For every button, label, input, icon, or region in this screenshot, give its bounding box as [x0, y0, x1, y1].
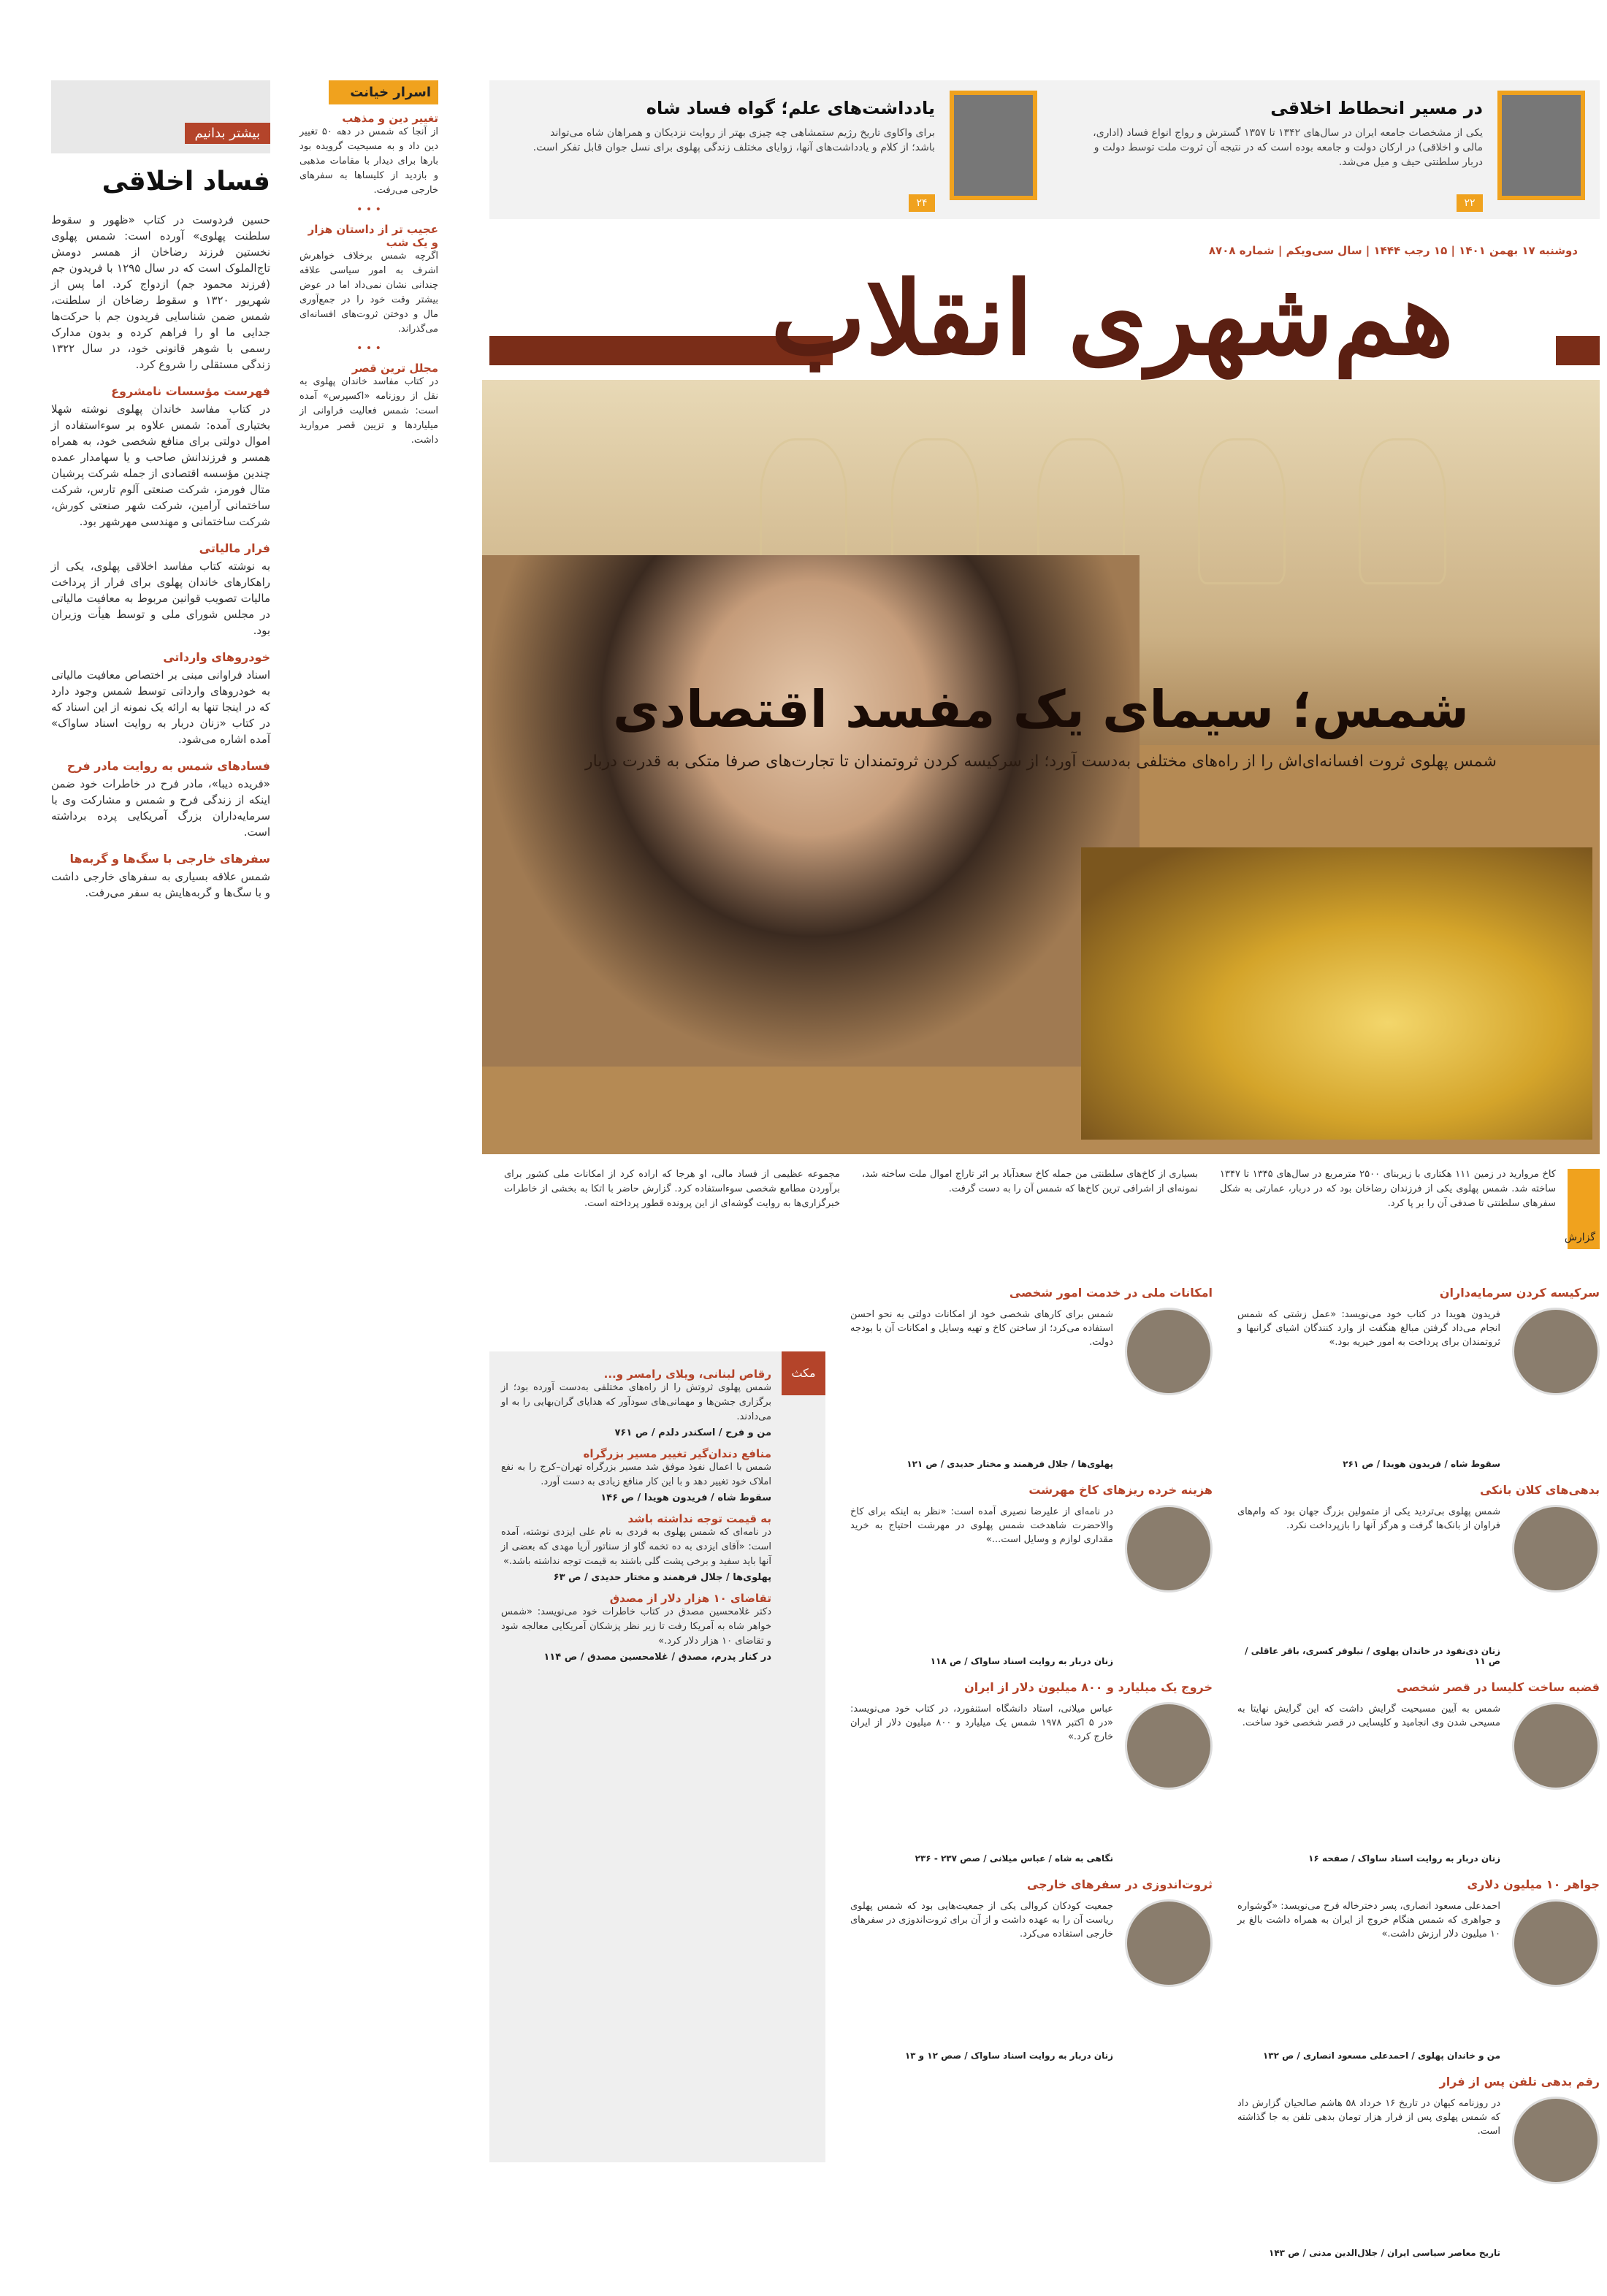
divider-dots-icon: • • • [356, 204, 381, 216]
items-grid [847, 1286, 1600, 2265]
chandelier-icon [1359, 438, 1446, 584]
left-sec-text: شمس علاقه بسیاری به سفرهای خارجی داشت و با سگ‌ها و گربه‌هایش به سفر می‌رفت. [51, 870, 270, 899]
grid-item [1234, 1877, 1600, 2071]
pause-source: من و فرح / اسکندر دلدم / ص ۷۶۱ [614, 1427, 771, 1438]
left-sec-text: اسناد فراوانی مبنی بر اختصاص معافیت مالیاتی به خودروهای وارداتی توسط شمس وجود دارد که در اینجا تنها به ارائه یک نمونه از این اسناد که در کتاب «زنان دربار به روایت اسناد ساواک» آمده اشاره می‌شود. [51, 668, 270, 746]
grid-item-heading: جواهر ۱۰ میلیون دلاری [1467, 1877, 1600, 1891]
secrets-heading: عجیب تر از داستان هزار و یک شب [308, 223, 438, 249]
report-paragraph: مجموعه عظیمی از فساد مالی، او هرجا که اراده کرد از امکانات ملی کشور برای برآوردن مطامع شخصی سوءاستفاده کرد. گزارش حاضر با اتکا به بخشی از خاطرات خبرگزاری‌ها به روایت گوشه‌ای از این پرونده قطور پرداخته است. [504, 1169, 840, 1209]
grid-item-source: زنان دربار به روایت اسناد ساواک / صفحه ۱۶ [1308, 1853, 1500, 1864]
grid-item-source: من و خاندان پهلوی / احمدعلی مسعود انصاری / ص ۱۳۲ [1262, 2051, 1500, 2061]
pause-box [489, 1351, 825, 2162]
grid-item-source: نگاهی به شاه / عباس میلانی / صص ۲۳۷ - ۲۳۶ [915, 1853, 1113, 1864]
grid-item-text: عباس میلانی، استاد دانشگاه استنفورد، در کتاب خود می‌نویسد: «در ۵ اکتبر ۱۹۷۸ شمس یک میلیارد و ۸۰۰ میلیون دلار از ایران خارج کرد.» [850, 1704, 1113, 1742]
teaser-text: یکی از مشخصات جامعه ایران در سال‌های ۱۳۴۲ تا ۱۳۵۷ گسترش و رواج انواع فساد (اداری، مالی و اخلاقی) در ارکان دولت و جامعه بوده است که در نتیجه آن ثروت ملت توسط دولت و دربار سلطنتی حیف و میل می‌شد. [1093, 127, 1483, 168]
secrets-text: در کتاب مفاسد خاندان پهلوی به نقل از روزنامه «اکسپرس» آمده است: شمس فعالیت فراوانی از میلیاردها و تزیین قصر مروارید داشت. [299, 376, 438, 446]
masthead [489, 234, 1600, 380]
grid-item-photo [1125, 1899, 1213, 1987]
grid-item-source: زنان دربار به روایت اسناد ساواک / صص ۱۲ و ۱۳ [904, 2051, 1113, 2061]
grid-item-photo [1125, 1308, 1213, 1395]
left-sec-text: به نوشته کتاب مفاسد اخلاقی پهلوی، یکی از راهکارهای خاندان پهلوی برای فرار از پرداخت مالیات تصویب قوانین مربوط به معافیت مالیاتی در مجلس شورای ملی و توسط هیأت وزیران بود. [51, 560, 270, 637]
secrets-text: اگرچه شمس برخلاف خواهرش اشرف به امور سیاسی علاقه چندانی نشان نمی‌داد اما در عوض بیشتر وقت خود را در جمع‌آوری مال و دوختن ثروت‌های افسانه‌ای می‌گذراند. [299, 251, 438, 335]
grid-item-source: پهلوی‌ها / جلال فرهمند و مختار حدیدی / ص ۱۲۱ [906, 1459, 1113, 1469]
left-column [51, 80, 270, 2265]
grid-item-text: در نامه‌ای از علیرضا نصیری آمده است: «نظر به اینکه برای کاخ والاحضرت شاهدخت شمس پهلوی در مهرشت احتیاج به خرید مقداری لوازم و وسایل است...» [850, 1506, 1113, 1545]
main-subhead: شمس پهلوی ثروت افسانه‌ای‌اش را از راه‌های مختلفی به‌دست آورد؛ از سرکیسه کردن ثروتمندان تا تجارت‌های صرفا متکی به قدرت دربار [585, 752, 1497, 771]
grid-item [847, 1483, 1213, 1677]
grid-item-heading: خروج یک میلیارد و ۸۰۰ میلیون دلار از ایران [964, 1680, 1213, 1694]
pause-heading: منافع دندان‌گیر تغییر مسیر بزرگراه [583, 1447, 771, 1460]
left-column-title: فساد اخلاقی [102, 167, 270, 197]
pause-source: پهلوی‌ها / جلال فرهمند و مختار حدیدی / ص ۶۳ [553, 1572, 771, 1583]
dateline: دوشنبه ۱۷ بهمن ۱۴۰۱ | ۱۵ رجب ۱۴۴۴ | سال سی‌ویکم | شماره ۸۷۰۸ [1208, 244, 1578, 257]
grid-item [847, 1680, 1213, 1874]
grid-item-heading: بدهی‌های کلان بانکی [1479, 1483, 1600, 1497]
gold-jewelry-photo [1081, 847, 1592, 1140]
masthead-bar [1556, 336, 1600, 365]
pause-source: سقوط شاه / فریدون هویدا / ص ۱۴۶ [600, 1492, 771, 1503]
grid-item-photo [1125, 1702, 1213, 1790]
report-label: گزارش [1568, 1169, 1600, 1249]
left-sec-heading: فهرست مؤسسات نامشروع [111, 384, 270, 398]
secrets-box-title: اسرار خیانت [329, 80, 438, 104]
left-column-intro: حسین فردوست در کتاب «ظهور و سقوط سلطنت پهلوی» آورده است: شمس پهلوی نخستین فرزند رضاخان از همسر دومش تاج‌الملوک است که در سال ۱۲۹۵ با فریدون جم (فرزند محمود جم) ازدواج کرد. اما پس از شهریور ۱۳۲۰ و سقوط رضاخان از سلطنت، شمس ضمن شناسایی فریدون جم با حرکت‌ها جدایی ما او را فراهم کرده و بدون مدارک رسمی با شوهر قانونی خود، در سال ۱۳۲۲ زندگی مستقلی را شروع کرد. [51, 213, 270, 371]
pause-heading: به قیمت توجه نداشته باشد [627, 1512, 771, 1525]
grid-item-heading: سرکیسه کردن سرمایه‌داران [1439, 1286, 1600, 1300]
main-headline: شمس؛ سیمای یک مفسد اقتصادی [612, 679, 1470, 739]
grid-item-text: فریدون هویدا در کتاب خود می‌نویسد: «عمل زشتی که شمس انجام می‌داد گرفتن مبالغ هنگفت از وارد کنندگان اشیای گرانبها و ثروتمندان برای پرداخت به امور خیریه بود.» [1237, 1309, 1500, 1348]
top-teasers [489, 80, 1600, 219]
grid-item-heading: هزینه خرده ریزهای کاخ مهرشت [1028, 1483, 1213, 1497]
grid-item [1234, 1483, 1600, 1677]
left-sec-heading: فرار مالیاتی [199, 541, 270, 555]
grid-item-text: جمعیت کودکان کروالی یکی از جمعیت‌هایی بود که شمس پهلوی ریاست آن را به عهده داشت و از آن برای ثروت‌اندوزی در سفرهای خارجی استفاده می‌کرد. [850, 1901, 1113, 1940]
grid-item [1234, 1680, 1600, 1874]
pause-label: مکث [782, 1351, 825, 1395]
report-intro [489, 1162, 1600, 1256]
grid-item-text: شمس برای کارهای شخصی خود از امکانات دولتی به نحو احسن استفاده می‌کرد؛ از ساختن کاخ و تهیه وسایل و امکانات آن با بودجه دولت. [850, 1309, 1113, 1348]
page-number-badge: ۲۴ [909, 194, 935, 212]
grid-item-source: زنان ذی‌نفوذ در خاندان پهلوی / نیلوفر کسری، باقر عاقلی / ص ۱۱ [1245, 1646, 1500, 1666]
grid-item-source: سقوط شاه / فریدون هویدا / ص ۲۶۱ [1343, 1459, 1500, 1469]
grid-item [1234, 1286, 1600, 1479]
grid-item-photo [1512, 1505, 1600, 1593]
teaser-photo [1497, 91, 1585, 200]
grid-item [1234, 2075, 1600, 2268]
grid-item-photo [1125, 1505, 1213, 1593]
left-sec-heading: خودروهای وارداتی [163, 650, 270, 664]
teaser[interactable] [497, 91, 1037, 209]
grid-item [847, 1877, 1213, 2071]
pause-text: دکتر غلامحسین مصدق در کتاب خاطرات خود می‌نویسد: «شمس خواهر شاه به آمریکا رفت تا زیر نظر پزشکان آمریکایی معالجه شود و تقاضای ۱۰ هزار دلار کرد.» [501, 1606, 771, 1647]
grid-item-heading: امکانات ملی در خدمت امور شخصی [1009, 1286, 1213, 1300]
grid-item-text: در روزنامه کیهان در تاریخ ۱۶ خرداد ۵۸ هاشم صالحیان گزارش داد که شمس پهلوی پس از فرار هزار تومان بدهی تلفن به جا گذاشته است. [1237, 2098, 1500, 2137]
left-sec-text: «فریده دیبا»، مادر فرح در خاطرات خود ضمن اینکه از زندگی فرح و شمس و مشارکت وی با سرمایه‌داران بزرگ آمریکایی پرده برداشته است. [51, 777, 270, 839]
grid-item-photo [1512, 1308, 1600, 1395]
grid-item-heading: قضیه ساخت کلیسا در قصر شخصی [1396, 1680, 1600, 1694]
left-sec-heading: سفرهای خارجی با سگ‌ها و گربه‌ها [69, 852, 270, 866]
grid-item-photo [1512, 1702, 1600, 1790]
pause-text: شمس پهلوی ثروتش را از راه‌های مختلفی به‌دست آورده بود؛ از برگزاری جشن‌ها و مهمانی‌های سودآور که هدایای گران‌بهایی را به او می‌دادند. [501, 1382, 771, 1422]
pause-text: در نامه‌ای که شمس پهلوی به فردی به نام علی ایزدی نوشته، آمده است: «آقای ایزدی به ده تخمه گاو از سناتور آریا مهدی که بعضی از آنها باید سفید و برخی پشت گلی باشند به قیمت توجه نداشته باشد.» [501, 1527, 771, 1567]
secrets-text: از آنجا که شمس در دهه ۵۰ تغییر دین داد و به مسیحیت گرویده بود بارها برای دیدار با مقامات مذهبی و بازدید از کلیساها به سفرهای خارجی می‌رفت. [299, 126, 438, 196]
pause-source: در کنار پدرم، مصدق / غلامحسین مصدق / ص ۱۱۴ [543, 1652, 771, 1663]
masthead-logo: هم‌شهری انقلاب [771, 259, 1454, 378]
grid-item-photo [1512, 1899, 1600, 1987]
pause-heading: رقاص لبنانی، ویلای رامسر و... [603, 1368, 771, 1381]
secrets-column [299, 80, 438, 2265]
teaser-title: یادداشت‌های علم؛ گواه فساد شاه [646, 98, 935, 118]
grid-item-text: احمدعلی مسعود انصاری، پسر دخترخاله فرح می‌نویسد: «گوشواره و جواهری که شمس هنگام خروج از ایران به همراه داشت بالغ بر ۱۰ میلیون دلار ارزش داشت.» [1237, 1901, 1500, 1940]
teaser-photo [950, 91, 1037, 200]
secrets-heading: تغییر دین و مذهب [342, 112, 438, 125]
page-number-badge: ۲۲ [1457, 194, 1483, 212]
divider-dots-icon: • • • [356, 343, 381, 354]
grid-item-photo [1512, 2097, 1600, 2184]
report-paragraph: کاخ مروارید در زمین ۱۱۱ هکتاری با زیربنای ۲۵۰۰ مترمربع در سال‌های ۱۳۴۵ تا ۱۳۴۷ ساخته شد. شمس پهلوی یکی از فرزندان رضاخان بود که در دربار، عمارتی به شکل سفرهای سلطنتی تا صدفی آن را بر پا کرد. [1220, 1169, 1556, 1209]
grid-item-source: زنان دربار به روایت اسناد ساواک / ص ۱۱۸ [930, 1656, 1113, 1666]
chandelier-icon [1198, 438, 1286, 584]
teaser[interactable] [1045, 91, 1585, 209]
grid-item-text: شمس به آیین مسیحیت گرایش داشت که این گرایش نهایتا به مسیحی شدن وی انجامید و کلیسایی در قصر شخصی خود ساخت. [1237, 1704, 1500, 1728]
grid-item-heading: رقم بدهی تلفن پس از فرار [1439, 2075, 1600, 2089]
grid-item [847, 1286, 1213, 1479]
teaser-text: برای واکاوی تاریخ رژیم ستمشاهی چه چیزی بهتر از روایت نزدیکان و همراهان شاه می‌تواند باشد؛ از کلام و یادداشت‌های آنها، زوایای مختلف زندگی پهلوی برای نسل جوان قابل تفکر است. [533, 127, 935, 153]
left-sec-heading: فسادهای شمس به روایت مادر فرح [66, 759, 270, 773]
pause-heading: تقاضای ۱۰ هزار دلار از مصدق [609, 1592, 771, 1605]
secrets-heading: مجلل ترین قصر [351, 362, 438, 375]
grid-item-heading: ثروت‌اندوزی در سفرهای خارجی [1026, 1877, 1213, 1891]
report-paragraph: بسیاری از کاخ‌های سلطنتی من جمله کاخ سعدآباد بر اثر تاراج اموال ملت ساخته شد، نمونه‌ای از اشرافی ترین کاخ‌ها که شمس آن را به دست گرفت. [862, 1169, 1198, 1194]
grid-item-text: شمس پهلوی بی‌تردید یکی از متمولین بزرگ جهان بود که وام‌های فراوان از بانک‌ها گرفت و هرگز آنها را بازپرداخت نکرد. [1237, 1506, 1500, 1531]
section-tag: بیشتر بدانیم [185, 123, 270, 144]
pause-text: شمس با اعمال نفوذ موفق شد مسیر بزرگراه تهران–کرج را به نفع املاک خود تغییر دهد و با این کار منافع زیادی به دست آورد. [501, 1462, 771, 1487]
teaser-title: در مسیر انحطاط اخلاقی [1270, 98, 1483, 118]
shams-portrait [482, 555, 1140, 1067]
hero-image [482, 380, 1600, 1154]
left-sec-text: در کتاب مفاسد خاندان پهلوی نوشته شهلا بختیاری آمده: شمس علاوه بر سوءاستفاده از اموال دولتی برای منافع شخصی خود، به همراه همسر و فرزندانش صاحب و یا سهامدار عمده چندین مؤسسه اقتصادی از جمله شرکت پرشیان متال فورمز، شرکت صنعتی آلوم تارس، شرکت ساختمانی آرامین، شرکت شهر صنعتی کورش، شرکت ساختمانی و مهندسی مهرشهر بود. [51, 403, 270, 528]
left-column-banner [51, 80, 270, 153]
grid-item-source: تاریخ معاصر سیاسی ایران / جلال‌الدین مدنی / ص ۱۴۳ [1269, 2248, 1500, 2258]
